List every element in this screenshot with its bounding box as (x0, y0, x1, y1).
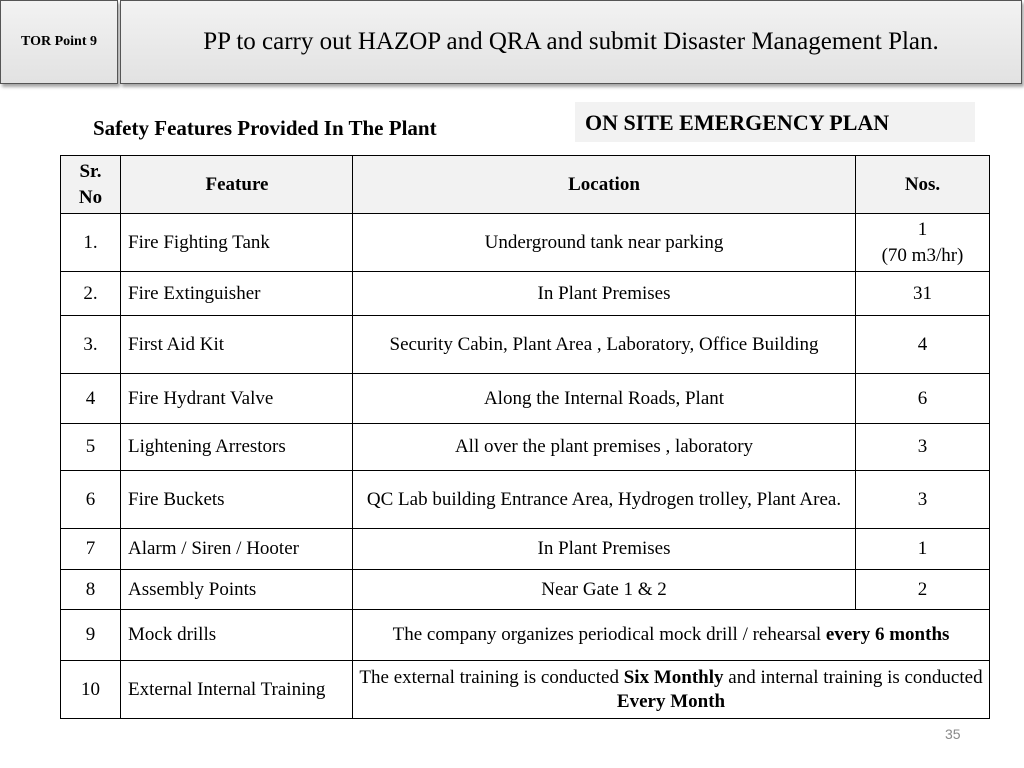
title-box (120, 0, 1022, 84)
table-row (61, 374, 990, 424)
cell-location: Security Cabin, Plant Area , Laboratory, Office Building (353, 316, 856, 374)
cell-training-detail (353, 661, 990, 719)
cell-sr: 9 (61, 610, 121, 661)
table-row (61, 529, 990, 570)
cell-nos (856, 214, 990, 272)
cell-feature: First Aid Kit (121, 316, 353, 374)
cell-feature: Fire Fighting Tank (121, 214, 353, 272)
cell-sr: 10 (61, 661, 121, 719)
nos-capacity: (70 m3/hr) (881, 244, 964, 266)
cell-location: In Plant Premises (353, 272, 856, 316)
nos-count: 1 (917, 218, 928, 240)
cell-feature: External Internal Training (121, 661, 353, 719)
detail-text: The company organizes periodical mock drill / rehearsal (392, 623, 826, 645)
cell-sr: 6 (61, 471, 121, 529)
cell-nos: 3 (856, 424, 990, 471)
header-location: Location (353, 156, 856, 214)
table-row (61, 661, 990, 719)
detail-bold: Every Month (616, 690, 726, 712)
cell-nos: 3 (856, 471, 990, 529)
cell-feature: Alarm / Siren / Hooter (121, 529, 353, 570)
table-row (61, 471, 990, 529)
cell-sr: 3. (61, 316, 121, 374)
detail-bold: Six Monthly (623, 666, 724, 688)
cell-sr: 7 (61, 529, 121, 570)
plan-title-box (575, 102, 975, 142)
page-number: 35 (945, 726, 961, 742)
table-row (61, 424, 990, 471)
tor-label-box (0, 0, 118, 84)
cell-feature: Lightening Arrestors (121, 424, 353, 471)
cell-sr: 4 (61, 374, 121, 424)
cell-nos: 6 (856, 374, 990, 424)
page-title: PP to carry out HAZOP and QRA and submit Disaster Management Plan. (203, 28, 939, 55)
plan-title: ON SITE EMERGENCY PLAN (585, 110, 890, 135)
detail-text: The external training is conducted (359, 666, 624, 688)
tor-label: TOR Point 9 (21, 34, 97, 49)
table-row (61, 272, 990, 316)
detail-bold: every 6 months (825, 623, 950, 645)
cell-sr: 1. (61, 214, 121, 272)
cell-location: In Plant Premises (353, 529, 856, 570)
cell-nos: 1 (856, 529, 990, 570)
cell-nos: 31 (856, 272, 990, 316)
header-sr-no: Sr. No (61, 156, 121, 214)
table-row (61, 316, 990, 374)
cell-sr: 2. (61, 272, 121, 316)
safety-features-table (60, 155, 990, 719)
table-row (61, 610, 990, 661)
table-header-row (61, 156, 990, 214)
cell-feature: Assembly Points (121, 570, 353, 610)
cell-feature: Fire Extinguisher (121, 272, 353, 316)
header-nos: Nos. (856, 156, 990, 214)
table-row (61, 570, 990, 610)
header-feature: Feature (121, 156, 353, 214)
cell-feature: Fire Buckets (121, 471, 353, 529)
cell-feature: Fire Hydrant Valve (121, 374, 353, 424)
cell-location: All over the plant premises , laboratory (353, 424, 856, 471)
cell-nos: 2 (856, 570, 990, 610)
cell-sr: 5 (61, 424, 121, 471)
table-subtitle: Safety Features Provided In The Plant (93, 116, 437, 140)
cell-nos: 4 (856, 316, 990, 374)
cell-location: Along the Internal Roads, Plant (353, 374, 856, 424)
cell-location: Near Gate 1 & 2 (353, 570, 856, 610)
detail-text: and internal training is conducted (723, 666, 983, 688)
cell-location: QC Lab building Entrance Area, Hydrogen trolley, Plant Area. (353, 471, 856, 529)
table-row (61, 214, 990, 272)
cell-sr: 8 (61, 570, 121, 610)
cell-feature: Mock drills (121, 610, 353, 661)
cell-mock-drill-detail (353, 610, 990, 661)
cell-location: Underground tank near parking (353, 214, 856, 272)
